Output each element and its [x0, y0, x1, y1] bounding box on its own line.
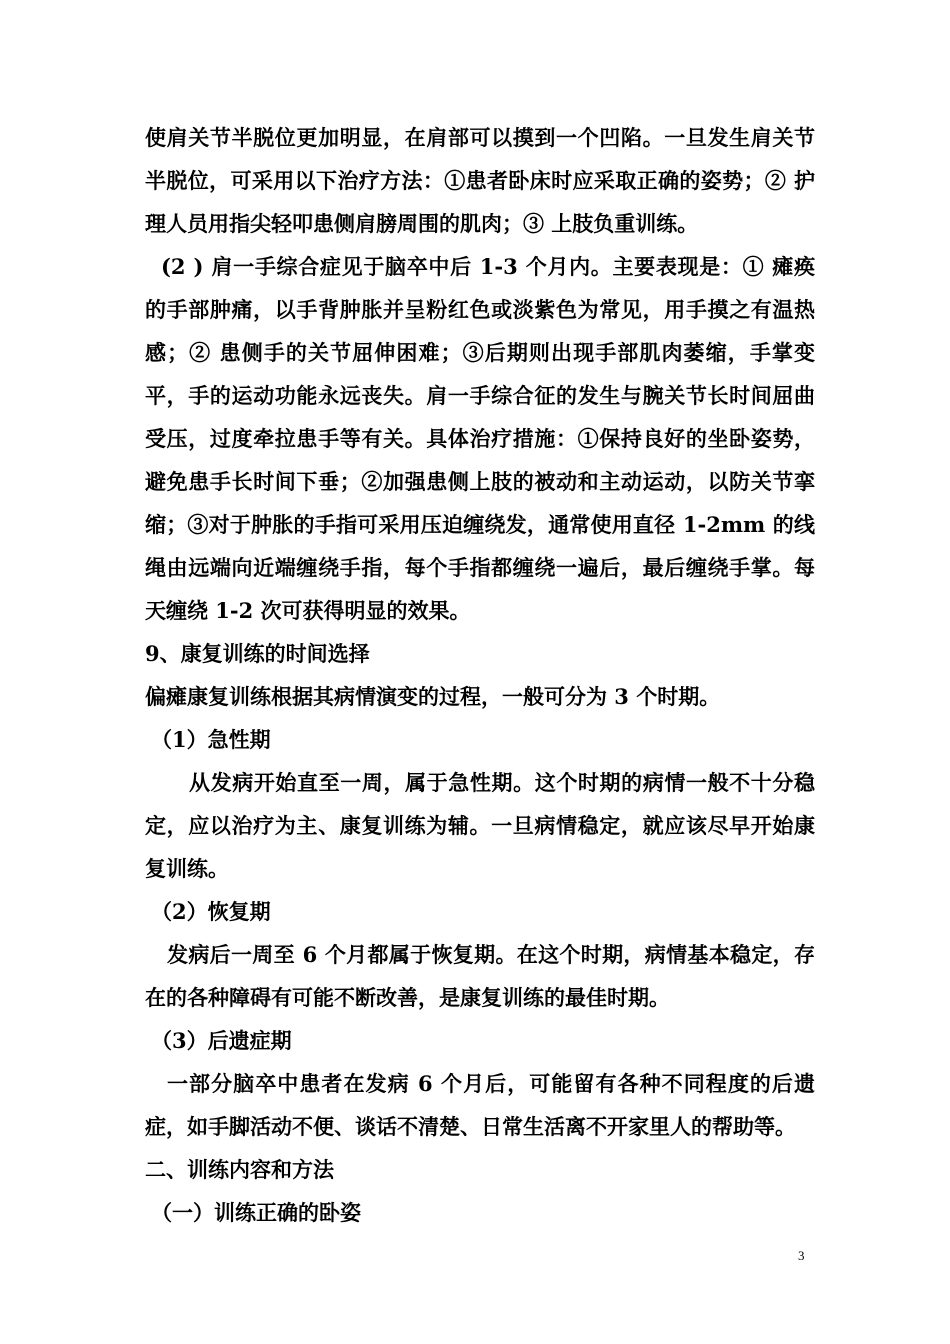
heading-acute-period: （1）急性期	[151, 727, 271, 752]
paragraph-acute-period: 从发病开始直至一周，属于急性期。这个时期的病情一般不十分稳定，应以治疗为主、康复训练为辅。一旦病情稳定，就应该尽早开始康复训练。	[145, 770, 815, 881]
document-body	[145, 116, 815, 1234]
paragraph-recovery-period: 发病后一周至 6 个月都属于恢复期。在这个时期，病情基本稳定，存在的各种障碍有可能不断改善，是康复训练的最佳时期。	[145, 942, 815, 1010]
paragraph-shoulder-subluxation: 使肩关节半脱位更加明显，在肩部可以摸到一个凹陷。一旦发生肩关节半脱位，可采用以下治疗方法：①患者卧床时应采取正确的姿势；② 护理人员用指尖轻叩患侧肩膀周围的肌肉；③ 上肢负重训练。	[145, 125, 815, 236]
heading-sequela-period: （3）后遗症期	[151, 1028, 292, 1053]
paragraph-shoulder-hand-syndrome: (2 ) 肩一手综合症见于脑卒中后 1-3 个月内。主要表现是：① 瘫痪的手部肿痛，以手背肿胀并呈粉红色或淡紫色为常见，用手摸之有温热感；② 患侧手的关节屈伸困难；③后期则出现手部肌肉萎缩，手掌变平，手的运动功能永远丧失。肩一手综合征的发生与腕关节长时间屈曲受压，过度牵拉患手等有关。具体治疗措施：①保持良好的坐卧姿势，避免患手长时间下垂；②加强患侧上肢的被动和主动运动，以防关节挛缩；③对于肿胀的手指可采用压迫缠绕发，通常使用直径 1-2mm 的线绳由远端向近端缠绕手指，每个手指都缠绕一遍后，最后缠绕手掌。每天缠绕 1-2 次可获得明显的效果。	[145, 254, 815, 623]
heading-recovery-period: （2）恢复期	[151, 899, 271, 924]
heading-correct-lying-posture: （一）训练正确的卧姿	[151, 1200, 361, 1225]
paragraph-sequela-period: 一部分脑卒中患者在发病 6 个月后，可能留有各种不同程度的后遗症，如手脚活动不便、谈话不清楚、日常生活离不开家里人的帮助等。	[145, 1071, 815, 1139]
heading-training-content: 二、训练内容和方法	[145, 1157, 334, 1182]
page-number: 3	[798, 1248, 805, 1263]
paragraph-three-periods: 偏瘫康复训练根据其病情演变的过程，一般可分为 3 个时期。	[145, 684, 721, 709]
heading-training-timing: 9、康复训练的时间选择	[145, 641, 370, 666]
